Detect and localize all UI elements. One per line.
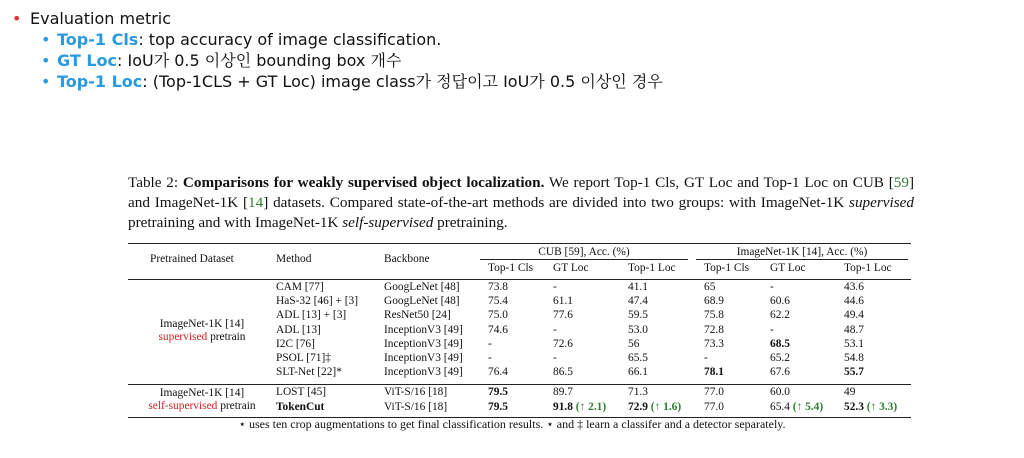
bullet-top1-cls: • Top-1 Cls: top accuracy of image classification. xyxy=(12,29,663,50)
header-in-top1-cls: Top-1 Cls xyxy=(704,262,750,274)
cell-value: 74.6 xyxy=(488,323,508,336)
imagenet-group-rule xyxy=(696,259,908,260)
cell-value: 49 xyxy=(844,386,856,398)
cell-value: 77.0 xyxy=(704,386,724,398)
cell-value: 48.7 xyxy=(844,323,864,336)
cell-value: 47.4 xyxy=(628,295,648,308)
cell-method: ADL [13] xyxy=(276,323,321,336)
cell-backbone: InceptionV3 [49] xyxy=(384,337,463,350)
cell-value: 91.8 (↑ 2.1) xyxy=(553,400,607,413)
cell-value: - xyxy=(553,281,557,293)
cell-value: 62.2 xyxy=(770,309,790,322)
cell-value: - xyxy=(770,281,774,293)
cell-method: SLT-Net [22]* xyxy=(276,366,342,379)
cell-value: 72.8 xyxy=(704,323,724,336)
cell-value: - xyxy=(553,323,557,336)
cell-value: 89.7 xyxy=(553,386,573,398)
cell-value: - xyxy=(488,352,492,364)
cell-value: 61.1 xyxy=(553,295,573,308)
cell-method: PSOL [71]‡ xyxy=(276,352,331,364)
group-self-supervised-label: ImageNet-1K [14] self-supervised pretrain xyxy=(148,387,256,412)
header-in-gt-loc: GT Loc xyxy=(770,262,806,274)
cell-value: - xyxy=(488,337,492,350)
cell-value: 65 xyxy=(704,281,716,293)
bullet-top1-loc: • Top-1 Loc: (Top-1CLS + GT Loc) image class가 정답이고 IoU가 0.5 이상인 경우 xyxy=(12,71,663,92)
cell-value: 68.9 xyxy=(704,295,724,308)
gain-annotation: (↑ 2.1) xyxy=(575,400,607,413)
header-cub-top1-loc: Top-1 Loc xyxy=(628,262,676,274)
cell-value: 67.6 xyxy=(770,366,790,379)
cell-value: 65.4 (↑ 5.4) xyxy=(770,400,824,413)
gain-annotation: (↑ 5.4) xyxy=(792,400,824,413)
table-top-rule xyxy=(128,243,911,244)
cell-value: 73.8 xyxy=(488,281,508,293)
cell-value: 41.1 xyxy=(628,281,648,293)
cell-method: TokenCut xyxy=(276,400,325,413)
cell-method: I2C [76] xyxy=(276,337,315,350)
cell-value: 59.5 xyxy=(628,309,648,322)
cell-method: CAM [77] xyxy=(276,281,324,293)
cell-method: ADL [13] + [3] xyxy=(276,309,347,322)
cell-value: 60.6 xyxy=(770,295,790,308)
cell-value: 53.1 xyxy=(844,337,864,350)
cell-value: 55.7 xyxy=(844,366,864,379)
cell-value: 77.0 xyxy=(704,400,724,413)
cell-backbone: ViT-S/16 [18] xyxy=(384,400,448,413)
cell-value: 49.4 xyxy=(844,309,864,322)
cell-value: 78.1 xyxy=(704,366,724,379)
cell-value: 66.1 xyxy=(628,366,648,379)
cell-value: 75.8 xyxy=(704,309,724,322)
group-rule xyxy=(128,384,911,385)
cell-value: 52.3 (↑ 3.3) xyxy=(844,400,898,413)
cell-value: 77.6 xyxy=(553,309,573,322)
cell-value: 65.5 xyxy=(628,352,648,364)
comparison-table xyxy=(128,243,911,418)
cell-value: 86.5 xyxy=(553,366,573,379)
cell-value: 68.5 xyxy=(770,337,790,350)
bullet-gt-loc: • GT Loc: IoU가 0.5 이상인 bounding box 개수 xyxy=(12,50,663,71)
cell-value: 53.0 xyxy=(628,323,648,336)
cell-value: 79.5 xyxy=(488,400,508,413)
cell-method: HaS-32 [46] + [3] xyxy=(276,295,359,308)
header-backbone: Backbone xyxy=(384,253,430,265)
cell-method: LOST [45] xyxy=(276,386,327,398)
table-footnote: ⋆ uses ten crop augmentations to get final classification results. ⋆ and ‡ learn a classifer and a detector separately. xyxy=(238,417,786,431)
cell-value: 75.4 xyxy=(488,295,508,308)
bullet-title: • Evaluation metric xyxy=(12,8,663,29)
cell-backbone: InceptionV3 [49] xyxy=(384,352,463,364)
cell-backbone: InceptionV3 [49] xyxy=(384,323,463,336)
cell-value: 71.3 xyxy=(628,386,648,398)
cell-value: 54.8 xyxy=(844,352,864,364)
cell-value: 76.4 xyxy=(488,366,508,379)
gain-annotation: (↑ 1.6) xyxy=(650,400,682,413)
header-method: Method xyxy=(276,253,312,265)
header-cub-top1-cls: Top-1 Cls xyxy=(488,262,534,274)
cell-value: 60.0 xyxy=(770,386,790,398)
cub-group-rule xyxy=(480,259,688,260)
table-caption: Table 2: Comparisons for weakly supervised object localization. We report Top-1 Cls, GT Loc and Top-1 Loc on CUB [59] and ImageNet-1K [14] datasets. Compared state-of-the-art methods are divided into two groups: with ImageNet-1K supervised pretraining and with ImageNet-1K self-supervised pretraining. xyxy=(128,174,915,231)
cell-value: 75.0 xyxy=(488,309,508,322)
header-cub-gt-loc: GT Loc xyxy=(553,262,589,274)
cell-backbone: ViT-S/16 [18] xyxy=(384,386,448,398)
gain-annotation: (↑ 3.3) xyxy=(866,400,898,413)
cell-value: - xyxy=(770,323,774,336)
header-rule xyxy=(128,279,911,280)
header-imagenet-group: ImageNet-1K [14], Acc. (%) xyxy=(736,246,868,258)
evaluation-metric-list xyxy=(12,8,663,92)
cell-backbone: GoogLeNet [48] xyxy=(384,295,460,308)
cell-value: 44.6 xyxy=(844,295,864,308)
cell-backbone: ResNet50 [24] xyxy=(384,309,451,322)
cell-backbone: GoogLeNet [48] xyxy=(384,281,460,293)
cell-value: - xyxy=(704,352,708,364)
cell-backbone: InceptionV3 [49] xyxy=(384,366,463,379)
cell-value: 43.6 xyxy=(844,281,864,293)
cell-value: 56 xyxy=(628,337,640,350)
cell-value: 73.3 xyxy=(704,337,724,350)
cell-value: 79.5 xyxy=(488,386,508,398)
cell-value: 72.9 (↑ 1.6) xyxy=(628,400,682,413)
cell-value: 65.2 xyxy=(770,352,790,364)
header-in-top1-loc: Top-1 Loc xyxy=(844,262,892,274)
cell-value: - xyxy=(553,352,557,364)
header-cub-group: CUB [59], Acc. (%) xyxy=(538,246,630,258)
group-supervised-label: ImageNet-1K [14] supervised pretrain xyxy=(158,318,246,343)
cell-value: 72.6 xyxy=(553,337,573,350)
header-pretrained-dataset: Pretrained Dataset xyxy=(150,253,234,265)
